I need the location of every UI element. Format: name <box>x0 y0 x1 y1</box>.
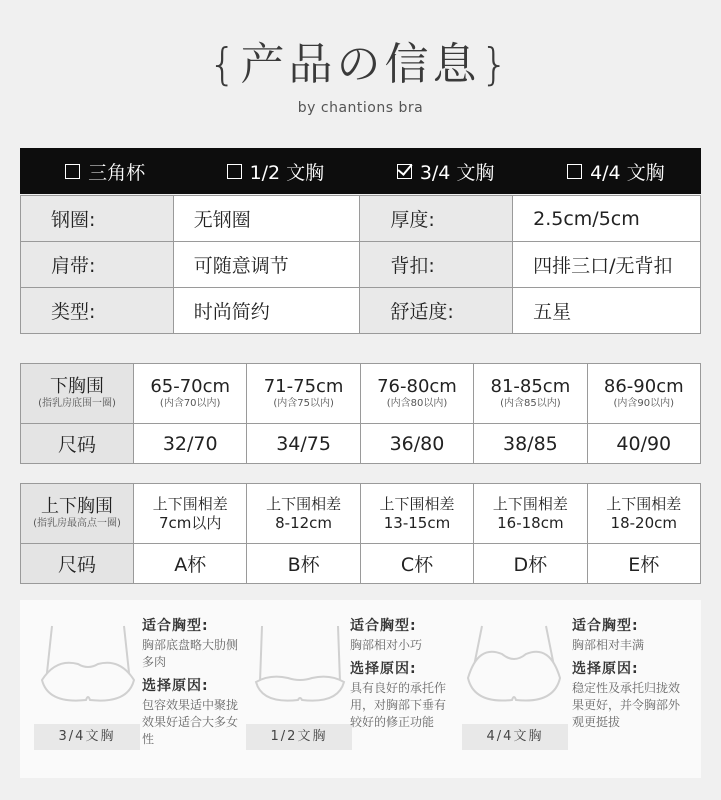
cup-size-cell: B杯 <box>247 544 360 584</box>
table-row <box>21 424 701 464</box>
cup-size-cell: C杯 <box>360 544 473 584</box>
bra-type-desc <box>350 615 455 731</box>
cup-diff-range: 18-20cm <box>610 513 677 532</box>
style-option-half[interactable] <box>190 148 360 194</box>
cup-diff-line: 上下围相差 <box>379 494 455 513</box>
fit-text: 胸部底盘略大肋侧多肉 <box>142 638 239 669</box>
info-value: 时尚简约 <box>173 288 360 334</box>
info-key: 类型: <box>21 288 174 334</box>
style-option-three-quarter[interactable] <box>361 148 531 194</box>
band-range: 76-80cm <box>377 376 457 397</box>
band-range-cell <box>360 364 473 424</box>
size-label-cell: 尺码 <box>21 424 134 464</box>
cup-diff-line: 上下围相差 <box>606 494 682 513</box>
bra-type-desc <box>142 615 242 748</box>
cup-size-table <box>20 483 701 584</box>
cup-diff-cell <box>247 484 360 544</box>
band-range-note: (内含75以内) <box>273 398 334 409</box>
band-range: 65-70cm <box>150 376 231 397</box>
fit-title: 适合胸型: <box>142 618 209 634</box>
bra-type-label: 1/2文胸 <box>246 724 352 750</box>
style-option-full[interactable] <box>531 148 701 194</box>
bra-half-icon <box>250 620 350 708</box>
info-value: 四排三口/无背扣 <box>513 242 701 288</box>
product-info-table <box>20 195 701 334</box>
info-key: 肩带: <box>21 242 174 288</box>
info-row <box>21 196 701 242</box>
bra-type-desc <box>572 615 684 731</box>
band-range: 86-90cm <box>603 376 684 397</box>
band-range-note: (内含85以内) <box>500 398 561 409</box>
cup-diff-cell <box>134 484 247 544</box>
reason-text: 稳定性及承托归拢效果更好，并令胸部外观更挺拔 <box>572 681 681 729</box>
fit-text: 胸部相对小巧 <box>350 638 423 652</box>
brand-subtitle: by chantions bra <box>297 100 424 116</box>
info-row <box>21 288 701 334</box>
band-size-cell: 34/75 <box>247 424 360 464</box>
style-option-label: 4/4 文胸 <box>590 161 665 184</box>
band-range-cell <box>134 364 247 424</box>
cup-diff-line: 上下围相差 <box>492 494 568 513</box>
cup-diff-cell <box>587 484 700 544</box>
info-key: 舒适度: <box>360 288 513 334</box>
band-range-cell <box>247 364 360 424</box>
bra-type-label: 4/4文胸 <box>462 724 568 750</box>
cup-diff-range: 13-15cm <box>383 513 451 532</box>
info-value: 可随意调节 <box>173 242 360 288</box>
style-option-triangle[interactable] <box>20 148 190 194</box>
style-option-label: 1/2 文胸 <box>249 161 325 184</box>
checkbox-icon[interactable] <box>227 164 242 179</box>
cup-size-cell: E杯 <box>587 544 700 584</box>
cup-size-cell: D杯 <box>474 544 587 584</box>
band-header-note: (指乳房底围一圈) <box>38 398 116 409</box>
reason-title: 选择原因: <box>142 678 209 694</box>
cup-diff-range: 7cm以内 <box>158 513 222 532</box>
info-value: 2.5cm/5cm <box>513 196 701 242</box>
style-option-label: 三角杯 <box>88 161 146 184</box>
style-selector <box>20 148 701 194</box>
bra-type-label: 3/4文胸 <box>34 724 140 750</box>
band-header-cell <box>21 364 134 424</box>
fit-title: 适合胸型: <box>572 618 639 634</box>
size-label-cell: 尺码 <box>21 544 134 584</box>
reason-text: 包容效果适中聚拢效果好适合大多女性 <box>142 698 239 746</box>
fit-title: 适合胸型: <box>350 618 417 634</box>
cup-diff-range: 8-12cm <box>275 513 333 532</box>
checkbox-icon[interactable] <box>65 164 80 179</box>
info-key: 背扣: <box>360 242 513 288</box>
cup-diff-cell <box>360 484 473 544</box>
band-range-cell <box>474 364 587 424</box>
cup-header-label: 上下胸围 <box>41 496 113 517</box>
band-range-note: (内含90以内) <box>613 398 675 409</box>
band-header-label: 下胸围 <box>50 376 104 397</box>
reason-title: 选择原因: <box>350 661 417 677</box>
band-range-note: (内含80以内) <box>386 398 448 409</box>
reason-title: 选择原因: <box>572 661 639 677</box>
band-size-cell: 36/80 <box>360 424 473 464</box>
checkbox-checked-icon[interactable] <box>397 164 412 179</box>
info-value: 无钢圈 <box>173 196 360 242</box>
band-size-cell: 40/90 <box>587 424 700 464</box>
band-range: 71-75cm <box>263 376 344 397</box>
page-title: {产品の信息} <box>208 39 513 90</box>
band-size-cell: 38/85 <box>474 424 587 464</box>
band-range-cell <box>587 364 700 424</box>
checkbox-icon[interactable] <box>567 164 582 179</box>
table-row <box>21 544 701 584</box>
band-size-table <box>20 363 701 464</box>
info-row <box>21 242 701 288</box>
cup-diff-cell <box>474 484 587 544</box>
band-range: 81-85cm <box>490 376 571 397</box>
table-row <box>21 484 701 544</box>
band-size-cell: 32/70 <box>134 424 247 464</box>
cup-diff-line: 上下围相差 <box>266 494 342 513</box>
reason-text: 具有良好的承托作用，对胸部下垂有较好的修正功能 <box>350 681 447 729</box>
style-option-label: 3/4 文胸 <box>419 161 495 184</box>
table-row <box>21 364 701 424</box>
cup-size-cell: A杯 <box>134 544 247 584</box>
info-key: 钢圈: <box>21 196 174 242</box>
cup-diff-range: 16-18cm <box>497 513 564 532</box>
cup-diff-line: 上下围相差 <box>152 494 228 513</box>
band-range-note: (内含70以内) <box>159 398 221 409</box>
cup-header-note: (指乳房最高点一圈) <box>33 518 121 529</box>
info-key: 厚度: <box>360 196 513 242</box>
bra-three-quarter-icon <box>38 620 138 708</box>
cup-header-cell <box>21 484 134 544</box>
bra-type-guide <box>20 600 701 778</box>
bra-full-icon <box>464 620 564 708</box>
info-value: 五星 <box>513 288 701 334</box>
fit-text: 胸部相对丰满 <box>572 638 645 652</box>
